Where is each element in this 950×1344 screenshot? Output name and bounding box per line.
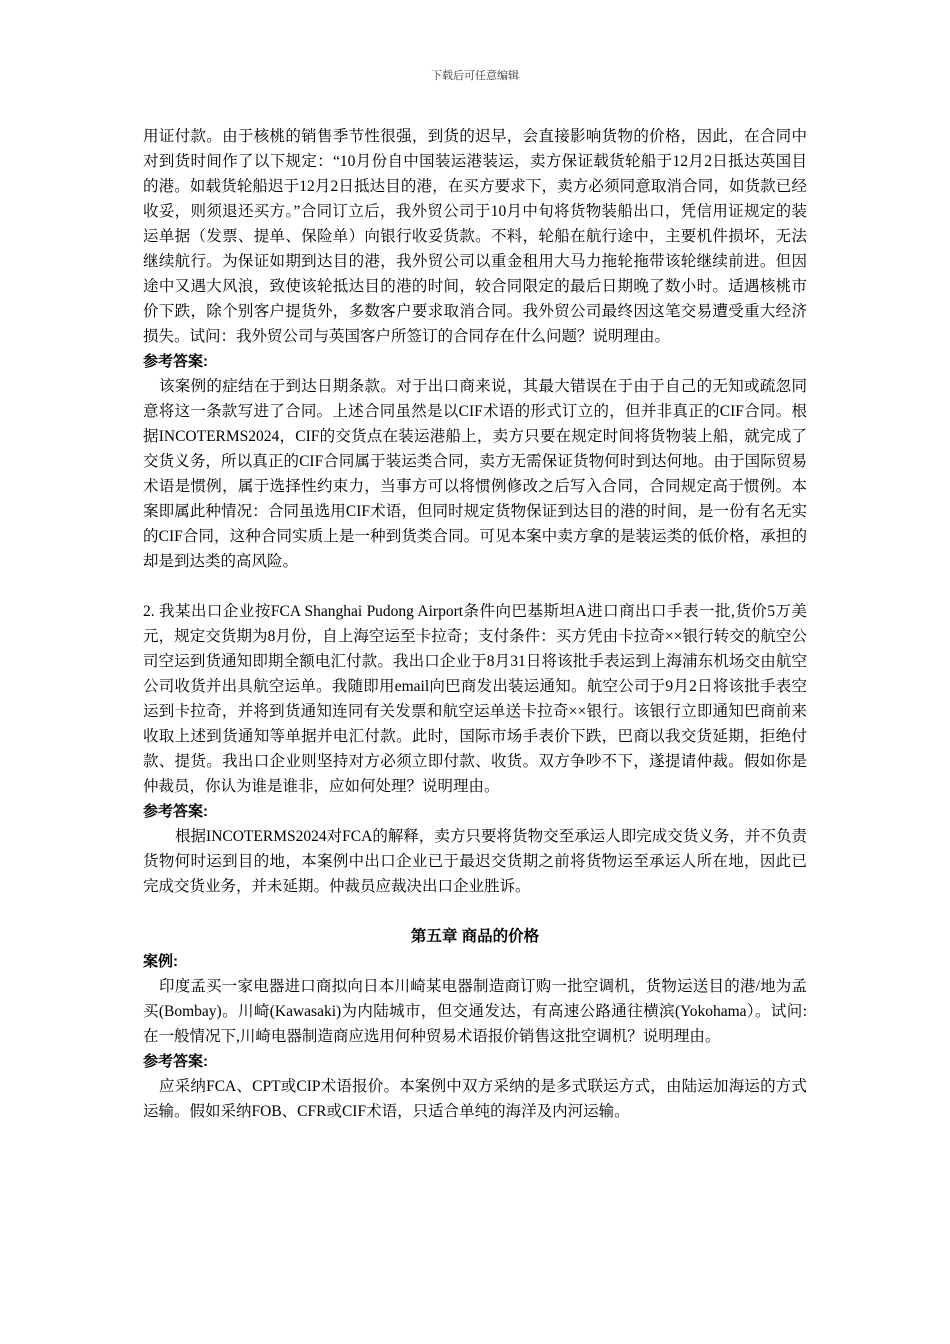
chapter-title: 第五章 商品的价格 [410,928,540,945]
chapter5-case-label: 案例: [143,953,178,970]
page-header: 下载后可任意编辑 [431,70,519,82]
chapter5-answer: 应采纳FCA、CPT或CIP术语报价。本案例中双方采纳的是多式联运方式，由陆运加海运的方式运输。假如采纳FOB、CFR或CIF术语，只适合单纯的海洋及内河运输。 [143,1078,807,1120]
case1-answer-label: 参考答案: [143,353,208,370]
case2-answer-label: 参考答案: [143,803,208,820]
case1-question: 用证付款。由于核桃的销售季节性很强，到货的迟早，会直接影响货物的价格，因此，在合同中对到货时间作了以下规定：“10月份自中国装运港装运，卖方保证载货轮船于12月2日抵达英国目的港。如载货轮船迟于12月2日抵达目的港，在买方要求下，卖方必须同意取消合同，如货款已经收妥，则须退还买方。”合同订立后，我外贸公司于10月中旬将货物装船出口，凭信用证规定的装运单据（发票、提单、保险单）向银行收妥货款。不料，轮船在航行途中，主要机件损坏，无法继续航行。为保证如期到达目的港，我外贸公司以重金租用大马力拖轮拖带该轮继续前进。但因途中又遇大风浪，致使该轮抵达目的港的时间，较合同限定的最后日期晚了数小时。适遇核桃市价下跌，除个别客户提货外，多数客户要求取消合同。我外贸公司最终因这笔交易遭受重大经济损失。试问：我外贸公司与英国客户所签订的合同存在什么问题？说明理由。 [143,128,807,345]
case1-answer: 该案例的症结在于到达日期条款。对于出口商来说，其最大错误在于由于自己的无知或疏忽同意将这一条款写进了合同。上述合同虽然是以CIF术语的形式订立的，但并非真正的CIF合同。根据INCOTERMS2024，CIF的交货点在装运港船上，卖方只要在规定时间将货物装上船，就完成了交货义务，所以真正的CIF合同属于装运类合同，卖方无需保证货物何时到达何地。由于国际贸易术语是惯例，属于选择性约束力，当事方可以将惯例修改之后写入合同，合同规定高于惯例。本案即属此种情况：合同虽选用CIF术语，但同时规定货物保证到达目的港的时间，是一份有名无实的CIF合同，这种合同实质上是一种到货类合同。可见本案中卖方拿的是装运类的低价格，承担的却是到达类的高风险。 [143,378,807,570]
spacer [143,574,807,599]
document-body [143,124,807,1124]
spacer [143,899,807,924]
case2-answer: 根据INCOTERMS2024对FCA的解释，卖方只要将货物交至承运人即完成交货义务，并不负责货物何时运到目的地，本案例中出口企业已于最迟交货期之前将货物运至承运人所在地，因此已完成交货业务，并未延期。仲裁员应裁决出口企业胜诉。 [143,828,807,895]
chapter5-answer-label: 参考答案: [143,1053,208,1070]
chapter5-case-text: 印度孟买一家电器进口商拟向日本川崎某电器制造商订购一批空调机，货物运送目的港/地为孟买(Bombay)。川崎(Kawasaki)为内陆城市，但交通发达，有高速公路通往横滨(Yokohama）。试问:在一般情况下,川崎电器制造商应选用何种贸易术语报价销售这批空调机？说明理由。 [143,978,807,1045]
case2-question: 2. 我某出口企业按FCA Shanghai Pudong Airport条件向巴基斯坦A进口商出口手表一批,货价5万美元，规定交货期为8月份，自上海空运至卡拉奇；支付条件：买方凭由卡拉奇××银行转交的航空公司空运到货通知即期全额电汇付款。我出口企业于8月31日将该批手表运到上海浦东机场交由航空公司收货并出具航空运单。我随即用email向巴商发出装运通知。航空公司于9月2日将该批手表空运到卡拉奇，并将到货通知连同有关发票和航空运单送卡拉奇××银行。该银行立即通知巴商前来收取上述到货通知等单据并电汇付款。此时，国际市场手表价下跌，巴商以我交货延期，拒绝付款、提货。我出口企业则坚持对方必须立即付款、收货。双方争吵不下，遂提请仲裁。假如你是仲裁员，你认为谁是谁非，应如何处理？说明理由。 [143,603,807,795]
